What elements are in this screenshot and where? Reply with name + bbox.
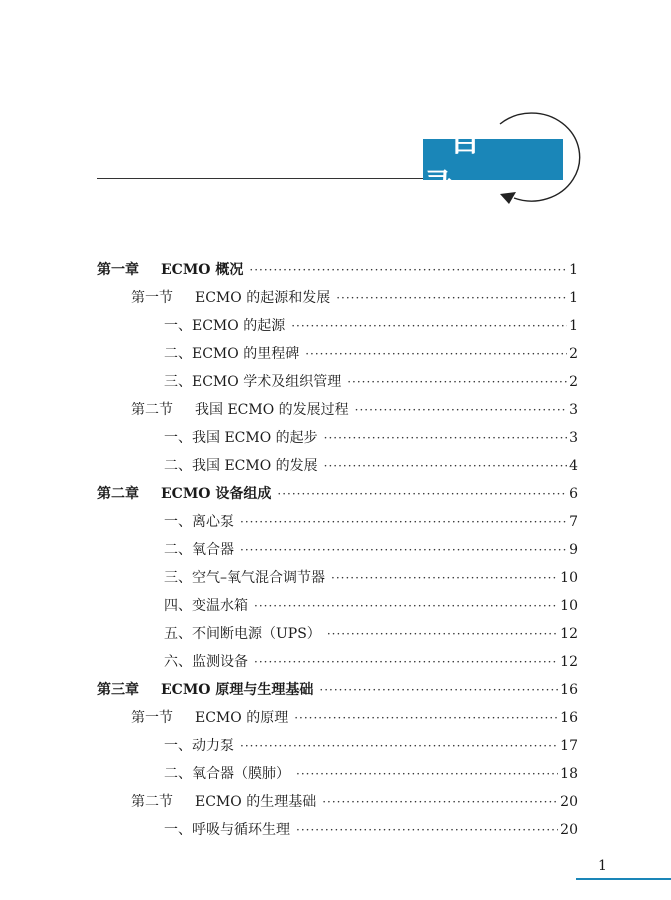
toc-entry[interactable] bbox=[97, 536, 578, 564]
toc-entry-title: 不间断电源（UPS） bbox=[192, 626, 321, 642]
toc-entry-page: 12 bbox=[560, 654, 578, 670]
toc-entry-title: ECMO 设备组成 bbox=[161, 486, 272, 502]
toc-entry-title: 氧合器（膜肺） bbox=[192, 766, 290, 782]
toc-leader-dots bbox=[347, 368, 567, 396]
footer-rule bbox=[576, 878, 671, 880]
toc-entry-title: 动力泵 bbox=[192, 738, 234, 754]
toc-leader-dots bbox=[240, 536, 567, 564]
toc-entry-page: 9 bbox=[569, 542, 578, 558]
toc-entry[interactable] bbox=[97, 396, 578, 424]
toc-leader-dots bbox=[291, 312, 567, 340]
toc-entry-page: 7 bbox=[569, 514, 578, 530]
toc-entry-title: 空气–氧气混合调节器 bbox=[192, 570, 325, 586]
toc-leader-dots bbox=[296, 816, 558, 844]
toc-entry-number: 第二章 bbox=[97, 486, 139, 502]
toc-entry-title: ECMO 原理与生理基础 bbox=[161, 682, 314, 698]
toc-entry-number: 第三章 bbox=[97, 682, 139, 698]
toc-leader-dots bbox=[324, 424, 567, 452]
toc-entry-page: 1 bbox=[569, 290, 578, 306]
toc-entry-page: 1 bbox=[569, 318, 578, 334]
toc-leader-dots bbox=[277, 480, 567, 508]
toc-entry-title: 氧合器 bbox=[192, 542, 234, 558]
toc-entry-number: 第一章 bbox=[97, 262, 139, 278]
toc-entry[interactable] bbox=[97, 788, 578, 816]
toc-entry[interactable] bbox=[97, 620, 578, 648]
toc-entry-page: 10 bbox=[560, 598, 578, 614]
page-title: 目 录 bbox=[423, 139, 563, 180]
toc-entry[interactable] bbox=[97, 424, 578, 452]
toc-entry-title: ECMO 的起源 bbox=[192, 318, 286, 334]
toc-leader-dots bbox=[331, 564, 558, 592]
toc-leader-dots bbox=[322, 788, 558, 816]
toc-leader-dots bbox=[294, 704, 558, 732]
toc-entry[interactable] bbox=[97, 452, 578, 480]
toc-entry[interactable] bbox=[97, 480, 578, 508]
toc-leader-dots bbox=[319, 676, 558, 704]
toc-entry-number: 三、 bbox=[164, 374, 192, 390]
toc-entry[interactable] bbox=[97, 312, 578, 340]
toc-entry-number: 第一节 bbox=[131, 290, 173, 306]
toc-entry-title: 变温水箱 bbox=[192, 598, 248, 614]
toc-entry-number: 第二节 bbox=[131, 794, 173, 810]
toc-leader-dots bbox=[249, 256, 567, 284]
toc-entry-title: ECMO 的原理 bbox=[195, 710, 289, 726]
toc-leader-dots bbox=[240, 508, 567, 536]
toc-leader-dots bbox=[296, 760, 558, 788]
toc-entry-title: ECMO 的起源和发展 bbox=[195, 290, 331, 306]
page-number: 1 bbox=[598, 858, 607, 874]
toc-entry-title: ECMO 概况 bbox=[161, 262, 244, 278]
toc-entry[interactable] bbox=[97, 340, 578, 368]
toc-entry-number: 一、 bbox=[164, 822, 192, 838]
toc-entry[interactable] bbox=[97, 592, 578, 620]
toc-entry-title: 离心泵 bbox=[192, 514, 234, 530]
toc-leader-dots bbox=[240, 732, 558, 760]
toc-entry-page: 16 bbox=[560, 682, 578, 698]
toc-entry-number: 二、 bbox=[164, 346, 192, 362]
toc-entry-number: 一、 bbox=[164, 514, 192, 530]
toc-entry[interactable] bbox=[97, 732, 578, 760]
toc-entry-title: 我国 ECMO 的起步 bbox=[192, 430, 318, 446]
toc-entry-number: 三、 bbox=[164, 570, 192, 586]
toc-entry-number: 二、 bbox=[164, 458, 192, 474]
toc-entry-page: 1 bbox=[569, 262, 578, 278]
toc-entry-title: 呼吸与循环生理 bbox=[192, 822, 290, 838]
toc-entry-title: 监测设备 bbox=[192, 654, 248, 670]
toc-leader-dots bbox=[324, 452, 567, 480]
toc-entry-page: 10 bbox=[560, 570, 578, 586]
toc-entry-number: 四、 bbox=[164, 598, 192, 614]
toc-entry[interactable] bbox=[97, 256, 578, 284]
toc-entry[interactable] bbox=[97, 508, 578, 536]
toc-entry[interactable] bbox=[97, 284, 578, 312]
toc-entry-number: 第二节 bbox=[131, 402, 173, 418]
table-of-contents bbox=[97, 256, 578, 844]
toc-entry[interactable] bbox=[97, 564, 578, 592]
toc-entry-number: 一、 bbox=[164, 430, 192, 446]
toc-leader-dots bbox=[254, 648, 558, 676]
toc-entry-page: 20 bbox=[560, 794, 578, 810]
toc-entry-page: 18 bbox=[560, 766, 578, 782]
toc-entry-page: 17 bbox=[560, 738, 578, 754]
toc-entry-title: ECMO 的生理基础 bbox=[195, 794, 317, 810]
toc-leader-dots bbox=[355, 396, 567, 424]
toc-entry[interactable] bbox=[97, 816, 578, 844]
toc-leader-dots bbox=[336, 284, 567, 312]
toc-entry-title: 我国 ECMO 的发展 bbox=[192, 458, 318, 474]
toc-entry-page: 2 bbox=[569, 374, 578, 390]
toc-entry[interactable] bbox=[97, 676, 578, 704]
toc-entry-number: 一、 bbox=[164, 318, 192, 334]
toc-entry-number: 六、 bbox=[164, 654, 192, 670]
toc-entry-number: 二、 bbox=[164, 542, 192, 558]
toc-entry-title: ECMO 的里程碑 bbox=[192, 346, 300, 362]
toc-entry-number: 五、 bbox=[164, 626, 192, 642]
toc-entry[interactable] bbox=[97, 648, 578, 676]
toc-leader-dots bbox=[327, 620, 558, 648]
toc-entry-page: 12 bbox=[560, 626, 578, 642]
toc-entry-title: 我国 ECMO 的发展过程 bbox=[195, 402, 349, 418]
toc-entry-page: 20 bbox=[560, 822, 578, 838]
toc-entry[interactable] bbox=[97, 760, 578, 788]
title-rule bbox=[97, 178, 423, 179]
toc-leader-dots bbox=[254, 592, 558, 620]
toc-entry-page: 3 bbox=[569, 430, 578, 446]
toc-entry-page: 6 bbox=[569, 486, 578, 502]
toc-entry-page: 16 bbox=[560, 710, 578, 726]
toc-entry-page: 2 bbox=[569, 346, 578, 362]
toc-entry-number: 二、 bbox=[164, 766, 192, 782]
toc-leader-dots bbox=[305, 340, 567, 368]
toc-entry-title: ECMO 学术及组织管理 bbox=[192, 374, 342, 390]
toc-entry-number: 一、 bbox=[164, 738, 192, 754]
toc-entry-number: 第一节 bbox=[131, 710, 173, 726]
toc-entry-page: 4 bbox=[569, 458, 578, 474]
toc-entry-page: 3 bbox=[569, 402, 578, 418]
toc-entry[interactable] bbox=[97, 704, 578, 732]
toc-entry[interactable] bbox=[97, 368, 578, 396]
